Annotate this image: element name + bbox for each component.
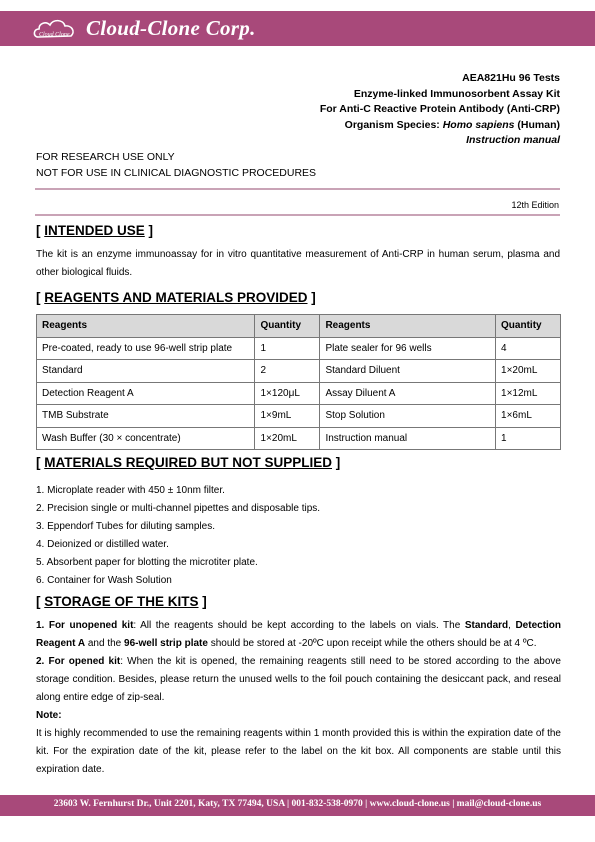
- organism-species: [320, 118, 560, 134]
- table-cell: Standard Diluent: [320, 360, 496, 383]
- kit-target: For Anti-C Reactive Protein Antibody (Anti-CRP): [319, 103, 560, 115]
- footer-contact: 23603 W. Fernhurst Dr., Unit 2201, Katy, TX 77494, USA | 001-832-538-0970 | www.cloud-clone.us | mail@cloud-clone.us: [53, 799, 542, 809]
- storage-unopened: 1. For unopened kit: All the reagents should be kept according to the labels on vials. The Standard, Detection Reagent A and the 96-well strip plate should be stored at -20ºC upon receipt while the others should be at 4 ºC.: [36, 620, 562, 649]
- divider: [35, 188, 560, 190]
- table-cell: 1×20mL: [255, 427, 320, 450]
- table-cell: Plate sealer for 96 wells: [320, 337, 496, 360]
- kit-info: [320, 71, 560, 149]
- table-cell: 1×120μL: [255, 382, 320, 405]
- table-cell: TMB Substrate: [37, 405, 255, 428]
- column-header: Quantity: [255, 315, 320, 338]
- table-cell: 2: [255, 360, 320, 383]
- kit-type: Enzyme-linked Immunosorbent Assay Kit: [353, 87, 560, 100]
- edition: 12th Edition: [511, 200, 559, 210]
- table-cell: Wash Buffer (30 × concentrate): [37, 427, 255, 450]
- section-title-materials-required: [ MATERIALS REQUIRED BUT NOT SUPPLIED ]: [36, 455, 341, 470]
- organism-suffix: (Human): [514, 118, 560, 131]
- table-cell: 1×20mL: [496, 360, 561, 383]
- list-item: 1. Microplate reader with 450 ± 10nm filter.: [36, 485, 225, 496]
- table-header-row: [37, 315, 561, 338]
- table-cell: Pre-coated, ready to use 96-well strip plate: [37, 337, 255, 360]
- table-cell: 4: [496, 337, 561, 360]
- table-cell: Standard: [37, 360, 255, 383]
- table-cell: 1×12mL: [496, 382, 561, 405]
- column-header: Reagents: [320, 315, 496, 338]
- intended-use-text: The kit is an enzyme immunoassay for in vitro quantitative measurement of Anti-CRP in human serum, plasma and other biological fluids.: [36, 249, 560, 278]
- table-cell: 1×9mL: [255, 405, 320, 428]
- section-title-reagents: [ REAGENTS AND MATERIALS PROVIDED ]: [36, 290, 316, 305]
- list-item: 4. Deionized or distilled water.: [36, 539, 169, 550]
- organism-label: Organism Species:: [344, 118, 443, 131]
- table-row: [37, 405, 561, 428]
- table-row: [37, 360, 561, 383]
- manual-label: Instruction manual: [466, 134, 560, 146]
- table-cell: Detection Reagent A: [37, 382, 255, 405]
- column-header: Reagents: [37, 315, 255, 338]
- column-header: Quantity: [496, 315, 561, 338]
- storage-text: [36, 617, 561, 779]
- section-title-intended-use: [ INTENDED USE ]: [36, 223, 154, 238]
- company-logo: [32, 15, 78, 43]
- table-cell: 1: [255, 337, 320, 360]
- storage-opened: 2. For opened kit: When the kit is opened, the remaining reagents still need to be stored according to the above storage condition. Besides, please return the unused wells to the foil pouch containing the desiccant pack, and reseal along entire edge of zip-seal.: [36, 656, 561, 703]
- note-text: It is highly recommended to use the remaining reagents within 1 month provided this is within the expiration date of the kit. For the expiration date of the kit, please refer to the label on the kit box. All components are stable until this expiration date.: [36, 728, 561, 775]
- list-item: 2. Precision single or multi-channel pipettes and disposable tips.: [36, 503, 321, 514]
- list-item: 3. Eppendorf Tubes for diluting samples.: [36, 521, 215, 532]
- list-item: 5. Absorbent paper for blotting the microtiter plate.: [36, 557, 258, 568]
- note-label: Note:: [36, 710, 62, 721]
- notice-not-clinical: NOT FOR USE IN CLINICAL DIAGNOSTIC PROCEDURES: [36, 166, 317, 179]
- organism-latin: Homo sapiens: [442, 118, 515, 131]
- table-row: [37, 382, 561, 405]
- table-cell: 1×6mL: [496, 405, 561, 428]
- company-name: Cloud-Clone Corp.: [86, 16, 256, 40]
- list-item: 6. Container for Wash Solution: [36, 575, 172, 586]
- catalog-number: AEA821Hu 96 Tests: [462, 72, 560, 84]
- research-notices: [36, 150, 316, 181]
- section-title-storage: [ STORAGE OF THE KITS ]: [36, 594, 207, 609]
- logo-text: Cloud Clone: [39, 32, 70, 38]
- table-row: [37, 337, 561, 360]
- reagents-table: [36, 314, 561, 450]
- table-row: [37, 427, 561, 450]
- divider: [35, 214, 560, 216]
- notice-research-only: FOR RESEARCH USE ONLY: [36, 151, 175, 163]
- table-cell: Instruction manual: [320, 427, 496, 450]
- table-cell: Assay Diluent A: [320, 382, 496, 405]
- table-cell: 1: [496, 427, 561, 450]
- table-cell: Stop Solution: [320, 405, 496, 428]
- materials-list: [36, 482, 320, 590]
